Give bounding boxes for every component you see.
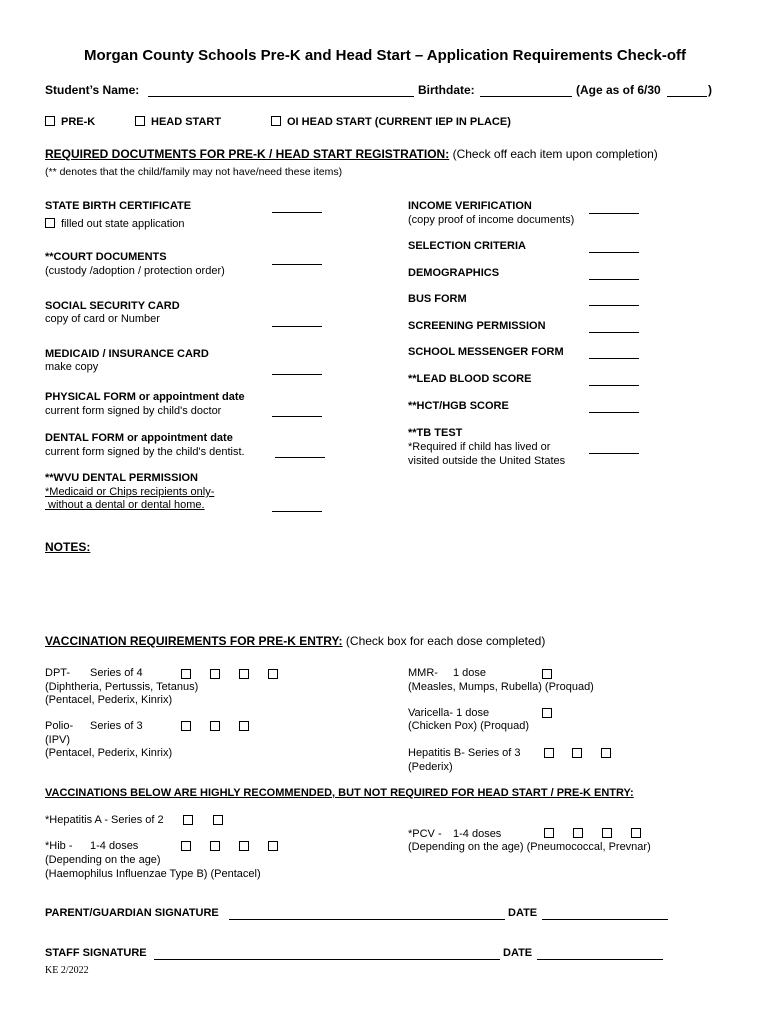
pcv-line2: (Depending on the age) (Pneumococcal, Prevnar) (408, 841, 651, 853)
item-bus-title: BUS FORM (408, 293, 467, 305)
parent-date-field[interactable] (542, 919, 668, 920)
dpt-dose-3-checkbox[interactable] (239, 669, 249, 679)
student-name-label: Student’s Name: (45, 83, 140, 97)
polio-line3: (Pentacel, Pederix, Kinrix) (45, 747, 173, 759)
check-line-ssn[interactable] (272, 326, 322, 327)
item-lead-title: **LEAD BLOOD SCORE (408, 373, 532, 385)
check-line-lead[interactable] (589, 385, 639, 386)
polio-dose-1-checkbox[interactable] (181, 721, 191, 731)
item-wvu-dental-title: **WVU DENTAL PERMISSION (45, 472, 198, 484)
hib-dose-1-checkbox[interactable] (181, 841, 191, 851)
program-option-headstart[interactable]: HEAD START (135, 116, 221, 128)
staff-date-label: DATE (503, 947, 533, 959)
hib-dose-2-checkbox[interactable] (210, 841, 220, 851)
check-line-medicaid[interactable] (272, 374, 322, 375)
program-option-prek[interactable]: PRE-K (45, 116, 95, 128)
hepa-label: *Hepatitis A - Series of 2 (45, 814, 164, 826)
polio-dose-3-checkbox[interactable] (239, 721, 249, 731)
check-line-bus[interactable] (589, 305, 639, 306)
hib-dose-3-checkbox[interactable] (239, 841, 249, 851)
item-messenger-title: SCHOOL MESSENGER FORM (408, 346, 564, 358)
item-wvu-dental-sub2: without a dental or dental home. (45, 499, 205, 511)
parent-signature-field[interactable] (229, 919, 505, 920)
required-note: (** denotes that the child/family may not have/need these items) (45, 166, 343, 178)
item-ssn-title: SOCIAL SECURITY CARD (45, 300, 180, 312)
check-line-tb[interactable] (589, 453, 639, 454)
age-label-close: ) (708, 83, 712, 97)
item-income-title: INCOME VERIFICATION (408, 200, 532, 212)
checkbox-icon[interactable] (45, 116, 55, 126)
check-line-messenger[interactable] (589, 358, 639, 359)
item-birth-certificate-title: STATE BIRTH CERTIFICATE (45, 200, 192, 212)
varicella-line2: (Chicken Pox) (Proquad) (408, 720, 530, 732)
notes-area[interactable] (45, 560, 725, 620)
student-name-field[interactable] (148, 96, 414, 97)
polio-series: Series of 3 (90, 720, 143, 732)
pcv-dose-3-checkbox[interactable] (602, 828, 612, 838)
check-line-hct[interactable] (589, 412, 639, 413)
pcv-dose-4-checkbox[interactable] (631, 828, 641, 838)
staff-signature-label: STAFF SIGNATURE (45, 947, 147, 959)
item-hct-title: **HCT/HGB SCORE (408, 400, 509, 412)
footer-code: KE 2/2022 (45, 965, 89, 976)
hib-line2: (Depending on the age) (45, 854, 161, 866)
staff-date-field[interactable] (537, 959, 663, 960)
pcv-dose-1-checkbox[interactable] (544, 828, 554, 838)
hepb-line2: (Pederix) (408, 761, 453, 773)
varicella-line1: Varicella- 1 dose (408, 707, 490, 719)
checkbox-icon[interactable] (135, 116, 145, 126)
check-line-birth-certificate[interactable] (272, 212, 322, 213)
item-birth-certificate-sub: filled out state application (45, 218, 185, 230)
dpt-line2: (Diphtheria, Pertussis, Tetanus) (45, 681, 199, 693)
varicella-dose-checkbox[interactable] (542, 708, 552, 718)
check-line-dental[interactable] (275, 457, 325, 458)
check-line-demographics[interactable] (589, 279, 639, 280)
item-court-docs-title: **COURT DOCUMENTS (45, 251, 167, 263)
vaccination-heading-row (45, 634, 545, 648)
notes-label: NOTES: (45, 540, 91, 554)
staff-signature-field[interactable] (154, 959, 500, 960)
item-demographics-title: DEMOGRAPHICS (408, 267, 500, 279)
hib-dose-4-checkbox[interactable] (268, 841, 278, 851)
dpt-line3: (Pentacel, Pederix, Kinrix) (45, 694, 173, 706)
hib-line3: (Haemophilus Influenzae Type B) (Pentacel) (45, 868, 261, 880)
check-line-income[interactable] (589, 213, 639, 214)
item-tb-title: **TB TEST (408, 427, 463, 439)
check-line-physical[interactable] (272, 416, 322, 417)
parent-signature-label: PARENT/GUARDIAN SIGNATURE (45, 907, 219, 919)
required-heading: REQUIRED DOCUTMENTS FOR PRE-K / HEAD START REGISTRATION: (45, 147, 450, 161)
checkbox-icon[interactable] (45, 218, 55, 228)
hepa-dose-1-checkbox[interactable] (183, 815, 193, 825)
polio-dose-2-checkbox[interactable] (210, 721, 220, 731)
hepb-line1: Hepatitis B- Series of 3 (408, 747, 521, 759)
item-court-docs-sub: (custody /adoption / protection order) (45, 265, 225, 277)
check-line-wvu-dental[interactable] (272, 511, 322, 512)
item-wvu-dental-sub: *Medicaid or Chips recipients only- (45, 486, 215, 498)
mmr-dose-checkbox[interactable] (542, 669, 552, 679)
vaccination-heading: VACCINATION REQUIREMENTS FOR PRE-K ENTRY: (45, 634, 343, 648)
check-line-screening[interactable] (589, 332, 639, 333)
hepb-dose-2-checkbox[interactable] (572, 748, 582, 758)
parent-date-label: DATE (508, 907, 538, 919)
item-tb-sub: *Required if child has lived or (408, 441, 551, 453)
birthdate-label: Birthdate: (418, 83, 475, 97)
birthdate-field[interactable] (480, 96, 572, 97)
pcv-name: *PCV - (408, 828, 442, 840)
item-income-sub: (copy proof of income documents) (408, 214, 575, 226)
item-medicaid-title: MEDICAID / INSURANCE CARD (45, 348, 209, 360)
item-physical-title: PHYSICAL FORM or appointment date (45, 391, 245, 403)
dpt-dose-2-checkbox[interactable] (210, 669, 220, 679)
item-medicaid-sub: make copy (45, 361, 99, 373)
page-title: Morgan County Schools Pre-K and Head Start – Application Requirements Check-off (83, 47, 687, 64)
dpt-dose-4-checkbox[interactable] (268, 669, 278, 679)
hepa-dose-2-checkbox[interactable] (213, 815, 223, 825)
age-field[interactable] (667, 96, 707, 97)
pcv-doses: 1-4 doses (453, 828, 502, 840)
check-line-selection[interactable] (589, 252, 639, 253)
dpt-series: Series of 4 (90, 667, 143, 679)
required-instruction: (Check off each item upon completion) (452, 147, 658, 161)
item-physical-sub: current form signed by child's doctor (45, 405, 222, 417)
mmr-name: MMR- (408, 667, 438, 679)
checkbox-icon[interactable] (271, 116, 281, 126)
dpt-dose-1-checkbox[interactable] (181, 669, 191, 679)
vaccination-instruction: (Check box for each dose completed) (345, 634, 546, 648)
age-label: (Age as of 6/30 (576, 83, 661, 97)
dpt-name: DPT- (45, 667, 71, 679)
item-screening-title: SCREENING PERMISSION (408, 320, 546, 332)
hib-doses: 1-4 doses (90, 840, 139, 852)
mmr-dose: 1 dose (453, 667, 487, 679)
check-line-court-docs[interactable] (272, 264, 322, 265)
mmr-line2: (Measles, Mumps, Rubella) (Proquad) (408, 681, 594, 693)
item-selection-title: SELECTION CRITERIA (408, 240, 526, 252)
polio-line2: (IPV) (45, 734, 71, 746)
hib-name: *Hib - (45, 840, 73, 852)
recommended-heading: VACCINATIONS BELOW ARE HIGHLY RECOMMENDED, BUT NOT REQUIRED FOR HEAD START / PRE-K ENTRY: (45, 787, 634, 799)
hepb-dose-1-checkbox[interactable] (544, 748, 554, 758)
polio-name: Polio- (45, 720, 74, 732)
program-option-oi-headstart[interactable]: OI HEAD START (CURRENT IEP IN PLACE) (271, 116, 511, 128)
item-dental-title: DENTAL FORM or appointment date (45, 432, 233, 444)
item-ssn-sub: copy of card or Number (45, 313, 160, 325)
required-heading-row (45, 147, 658, 161)
item-dental-sub: current form signed by the child's dentist. (45, 446, 245, 458)
pcv-dose-2-checkbox[interactable] (573, 828, 583, 838)
hepb-dose-3-checkbox[interactable] (601, 748, 611, 758)
item-tb-sub2: visited outside the United States (408, 455, 566, 467)
